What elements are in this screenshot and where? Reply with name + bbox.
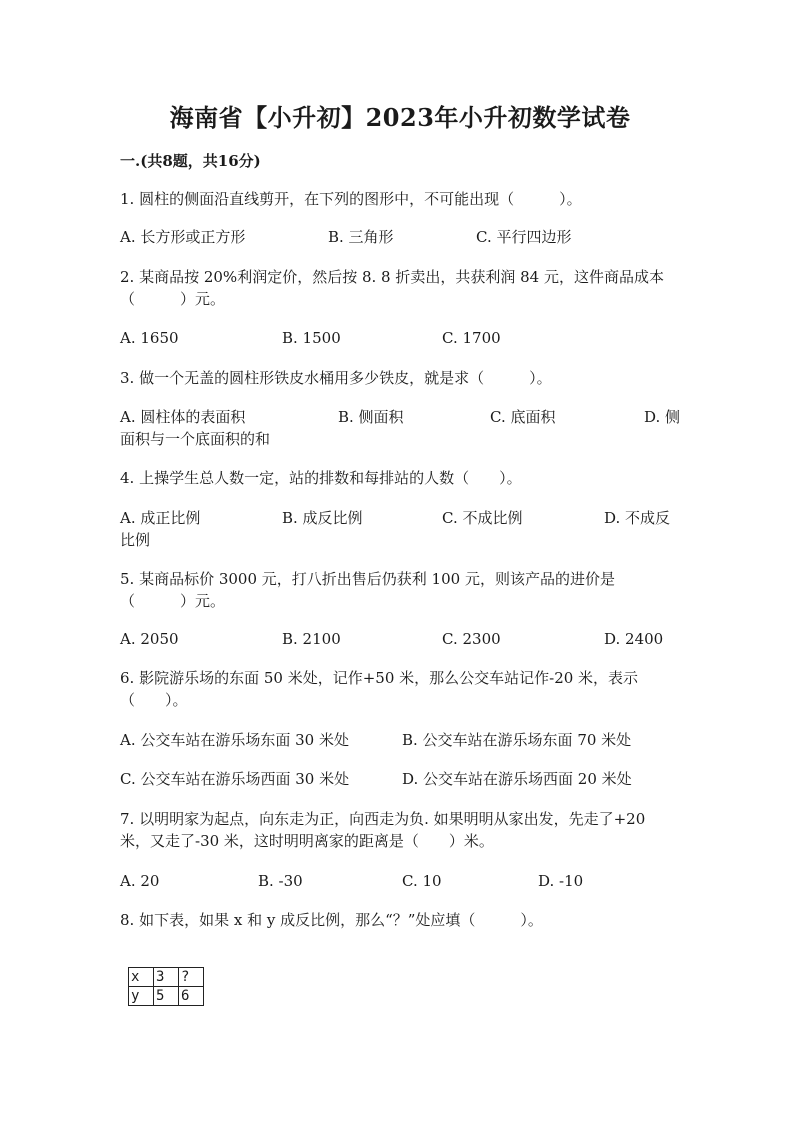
option-c: C. 10: [402, 872, 442, 890]
option-b: B. 三角形: [328, 228, 394, 246]
question-text: 2. 某商品按 20%利润定价，然后按 8. 8 折卖出，共获利润 84 元，这件商品成本: [120, 268, 664, 286]
option-b: B. 1500: [282, 329, 341, 347]
option-c: C. 1700: [442, 329, 501, 347]
option-d-continued: 面积与一个底面积的和: [120, 430, 271, 448]
section-heading: 一.(共8题，共16分): [120, 152, 261, 170]
option-b: B. 2100: [282, 630, 341, 648]
question-4-options: [120, 507, 680, 551]
option-a: A. 圆柱体的表面积: [120, 408, 246, 426]
question-6-stem: [120, 667, 680, 711]
table-cell: x: [129, 968, 154, 987]
question-8-stem: [120, 909, 680, 931]
question-text: 4. 上操学生总人数一定，站的排数和每排站的人数（ ）。: [120, 469, 522, 487]
question-2-stem: [120, 266, 680, 310]
question-text: 3. 做一个无盖的圆柱形铁皮水桶用多少铁皮，就是求（ ）。: [120, 369, 552, 387]
question-5-stem: [120, 568, 680, 612]
question-7-options: [120, 870, 680, 892]
question-3-options: [120, 406, 680, 450]
question-text: 米，又走了-30 米，这时明明离家的距离是（ ）米。: [120, 832, 494, 850]
option-a: A. 长方形或正方形: [120, 228, 246, 246]
option-a: A. 20: [120, 872, 160, 890]
table-cell: 3: [154, 968, 179, 987]
xy-table: [128, 967, 204, 1006]
page-title: 海南省【小升初】2023年小升初数学试卷: [169, 103, 631, 132]
question-3-stem: [120, 367, 680, 389]
option-a: A. 公交车站在游乐场东面 30 米处: [120, 731, 349, 749]
option-d-continued: 比例: [120, 531, 151, 549]
option-a: A. 1650: [120, 329, 179, 347]
question-text: （ ）元。: [120, 290, 226, 308]
option-c: C. 底面积: [490, 408, 556, 426]
option-b: B. 公交车站在游乐场东面 70 米处: [402, 731, 632, 749]
option-c: C. 不成比例: [442, 509, 523, 527]
option-d: D. 侧: [644, 408, 681, 426]
question-6-options-row-1: [120, 729, 680, 751]
question-text: 5. 某商品标价 3000 元，打八折出售后仍获利 100 元，则该产品的进价是: [120, 570, 615, 588]
question-text: （ ）。: [120, 691, 188, 709]
table-row: [129, 968, 204, 987]
option-d: D. 不成反: [604, 509, 671, 527]
question-text: 7. 以明明家为起点，向东走为正，向西走为负. 如果明明从家出发，先走了+20: [120, 810, 646, 828]
option-b: B. -30: [258, 872, 303, 890]
option-d: D. 2400: [604, 630, 664, 648]
question-text: 6. 影院游乐场的东面 50 米处，记作+50 米，那么公交车站记作-20 米，表示: [120, 669, 639, 687]
question-text: 1. 圆柱的侧面沿直线剪开，在下列的图形中，不可能出现（ ）。: [120, 190, 582, 208]
table-cell: y: [129, 987, 154, 1006]
table-cell: 5: [154, 987, 179, 1006]
option-d: D. 公交车站在游乐场西面 20 米处: [402, 770, 632, 788]
question-5-options: [120, 628, 680, 672]
option-a: A. 2050: [120, 630, 179, 648]
question-2-options: [120, 327, 680, 371]
table-row: [129, 987, 204, 1006]
question-7-stem: [120, 808, 680, 852]
question-text: 8. 如下表，如果 x 和 y 成反比例，那么“？”处应填（ ）。: [120, 911, 543, 929]
question-1-stem: [120, 188, 680, 210]
table-cell: 6: [179, 987, 204, 1006]
option-b: B. 成反比例: [282, 509, 363, 527]
question-6-options-row-2: [120, 768, 680, 790]
question-4-stem: [120, 467, 680, 489]
option-a: A. 成正比例: [120, 509, 201, 527]
option-b: B. 侧面积: [338, 408, 404, 426]
question-1-options: [120, 226, 680, 270]
option-c: C. 2300: [442, 630, 501, 648]
option-c: C. 平行四边形: [476, 228, 572, 246]
option-c: C. 公交车站在游乐场西面 30 米处: [120, 770, 350, 788]
question-text: （ ）元。: [120, 592, 226, 610]
table-cell: ?: [179, 968, 204, 987]
option-d: D. -10: [538, 872, 584, 890]
